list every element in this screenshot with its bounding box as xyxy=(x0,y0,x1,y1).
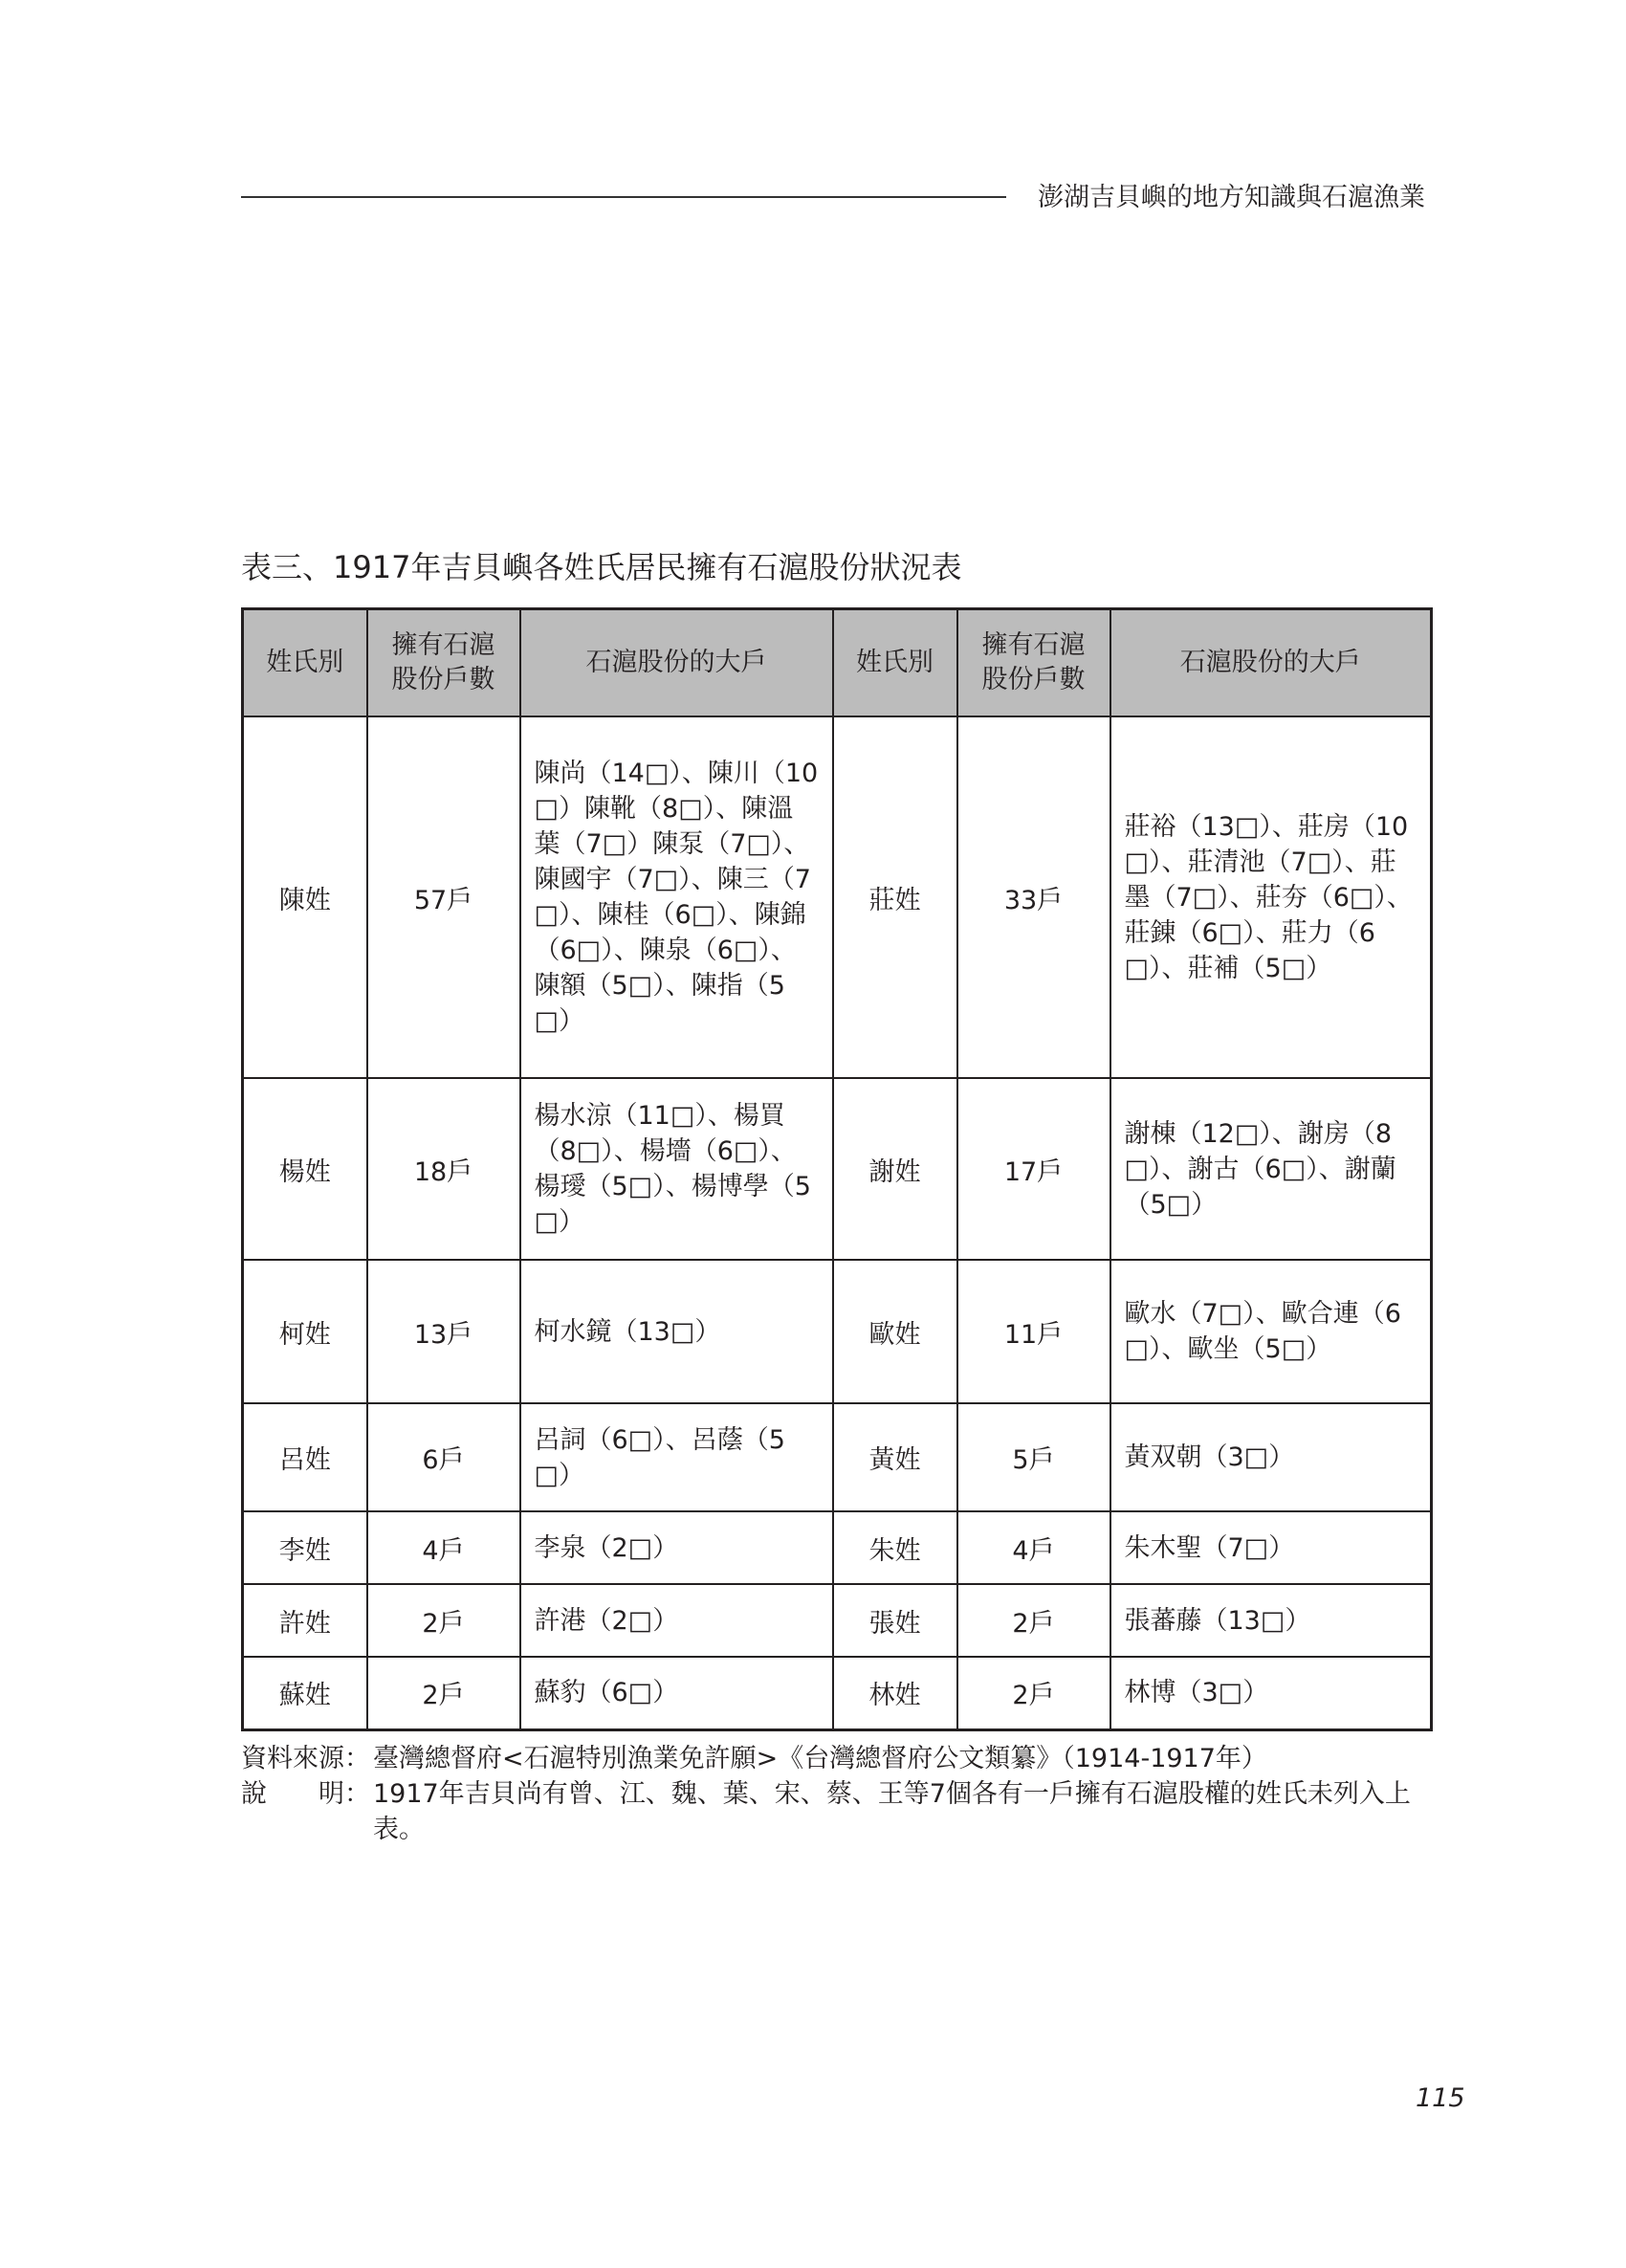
major-holders-cell: 林博（3□） xyxy=(1110,1657,1432,1729)
household-count-cell: 2戶 xyxy=(957,1584,1110,1657)
household-count-cell: 4戶 xyxy=(957,1511,1110,1584)
major-holders-cell: 莊裕（13□）、莊房（10□）、莊清池（7□）、莊墨（7□）、莊夯（6□）、莊錬（6□）、莊力（6□）、莊補（5□） xyxy=(1110,716,1432,1078)
table-row xyxy=(243,1584,1432,1657)
household-count-cell: 5戶 xyxy=(957,1403,1110,1511)
source-label: 資料來源： xyxy=(241,1744,370,1773)
surname-cell: 莊姓 xyxy=(833,716,957,1078)
table-row xyxy=(243,1511,1432,1584)
major-holders-cell: 許港（2□） xyxy=(520,1584,833,1657)
table-header-row xyxy=(243,609,1432,717)
surname-cell: 張姓 xyxy=(833,1584,957,1657)
major-holders-cell: 楊水涼（11□）、楊買（8□）、楊墻（6□）、楊璦（5□）、楊博學（5□） xyxy=(520,1078,833,1260)
col-header-major-holders: 石滬股份的大戶 xyxy=(520,609,833,717)
major-holders-cell: 黃双朝（3□） xyxy=(1110,1403,1432,1511)
surname-cell: 楊姓 xyxy=(243,1078,367,1260)
surname-cell: 歐姓 xyxy=(833,1260,957,1403)
col-header-count-2: 擁有石滬 股份戶數 xyxy=(957,609,1110,717)
table-row xyxy=(243,1657,1432,1729)
surname-cell: 蘇姓 xyxy=(243,1657,367,1729)
source-note xyxy=(241,1741,1446,1776)
table-row xyxy=(243,1078,1432,1260)
major-holders-cell: 陳尚（14□）、陳川（10□）陳靴（8□）、陳溫葉（7□）陳泵（7□）、陳國宇（7□）、陳三（7□）、陳桂（6□）、陳錦（6□）、陳泉（6□）、陳額（5□）、陳指（5□） xyxy=(520,716,833,1078)
explanation-text: 1917年吉貝尚有曾、江、魏、葉、宋、蔡、王等7個各有一戶擁有石滬股權的姓氏未列入上表。 xyxy=(373,1779,1411,1844)
explanation-label: 說 明： xyxy=(241,1779,370,1809)
page-number: 115 xyxy=(1416,2083,1465,2113)
surname-cell: 呂姓 xyxy=(243,1403,367,1511)
household-count-cell: 2戶 xyxy=(367,1584,520,1657)
major-holders-cell: 蘇豹（6□） xyxy=(520,1657,833,1729)
household-count-cell: 13戶 xyxy=(367,1260,520,1403)
col-header-surname: 姓氏別 xyxy=(243,609,367,717)
table-title: 表三、1917年吉貝嶼各姓氏居民擁有石滬股份狀況表 xyxy=(241,549,962,585)
surname-cell: 黃姓 xyxy=(833,1403,957,1511)
table-notes xyxy=(241,1741,1446,1847)
household-count-cell: 18戶 xyxy=(367,1078,520,1260)
major-holders-cell: 張蕃藤（13□） xyxy=(1110,1584,1432,1657)
major-holders-cell: 朱木聖（7□） xyxy=(1110,1511,1432,1584)
major-holders-cell: 謝棟（12□）、謝房（8□）、謝古（6□）、謝蘭（5□） xyxy=(1110,1078,1432,1260)
household-count-cell: 11戶 xyxy=(957,1260,1110,1403)
surname-cell: 陳姓 xyxy=(243,716,367,1078)
surname-cell: 謝姓 xyxy=(833,1078,957,1260)
explanation-note xyxy=(241,1776,1446,1847)
col-header-count: 擁有石滬 股份戶數 xyxy=(367,609,520,717)
household-count-cell: 17戶 xyxy=(957,1078,1110,1260)
surname-cell: 柯姓 xyxy=(243,1260,367,1403)
household-count-cell: 33戶 xyxy=(957,716,1110,1078)
running-title: 澎湖吉貝嶼的地方知識與石滬漁業 xyxy=(1038,183,1425,212)
major-holders-cell: 呂詞（6□）、呂蔭（5□） xyxy=(520,1403,833,1511)
household-count-cell: 4戶 xyxy=(367,1511,520,1584)
shares-table xyxy=(241,607,1433,1731)
surname-cell: 朱姓 xyxy=(833,1511,957,1584)
major-holders-cell: 李泉（2□） xyxy=(520,1511,833,1584)
col-header-major-holders-2: 石滬股份的大戶 xyxy=(1110,609,1432,717)
major-holders-cell: 柯水鏡（13□） xyxy=(520,1260,833,1403)
surname-cell: 林姓 xyxy=(833,1657,957,1729)
table-row xyxy=(243,716,1432,1078)
surname-cell: 許姓 xyxy=(243,1584,367,1657)
household-count-cell: 2戶 xyxy=(957,1657,1110,1729)
header-rule xyxy=(241,196,1006,198)
col-header-surname-2: 姓氏別 xyxy=(833,609,957,717)
surname-cell: 李姓 xyxy=(243,1511,367,1584)
table-row xyxy=(243,1260,1432,1403)
household-count-cell: 2戶 xyxy=(367,1657,520,1729)
household-count-cell: 6戶 xyxy=(367,1403,520,1511)
household-count-cell: 57戶 xyxy=(367,716,520,1078)
table-row xyxy=(243,1403,1432,1511)
source-text: 臺灣總督府<石滬特別漁業免許願>《台灣總督府公文類纂》（1914-1917年） xyxy=(373,1744,1267,1773)
major-holders-cell: 歐水（7□）、歐合連（6□）、歐坐（5□） xyxy=(1110,1260,1432,1403)
